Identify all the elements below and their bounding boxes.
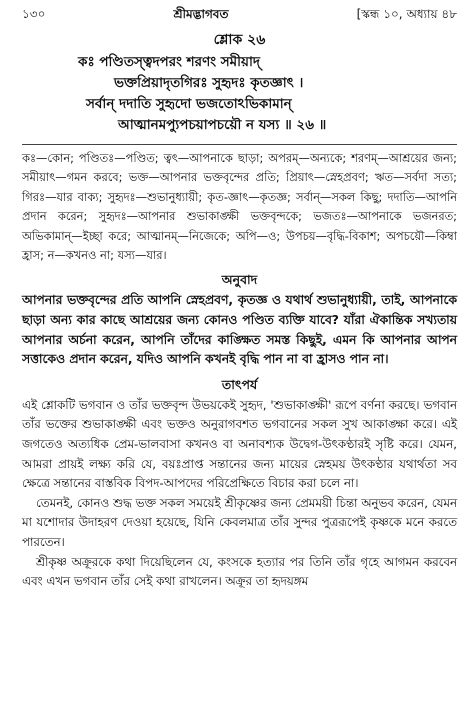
word-synonyms: কঃ—কোন; পণ্ডিতঃ—পণ্ডিত; ত্বৎ—আপনাকে ছাড়া; অপরম্—অন্যকে; শরণম্—আশ্রয়ের জন্য; সমীয়াৎ—গমন করবে; ভক্ত—আপনার ভক্তবৃন্দের প্রতি; প্রিয়াৎ—স্নেহপ্রবণ; ঋত—সর্বদা সত্য; গিরঃ—যার বাক্য; সুহৃদঃ—শুভানুধ্যায়ী; কৃত-জ্ঞাৎ—কৃতজ্ঞ; সর্বান্—সকল কিছু; দদাতি—আপনি প্রদান করেন; সুহৃদঃ—আপনার শুভাকাঙ্ক্ষী ভক্তবৃন্দকে; ভজতঃ—আপনাকে ভজনরত; অভিকামান্—ইচ্ছা করে; আত্মানম্—নিজেকে; অপি—ও; উপচয়—বৃদ্ধি-বিকাশ; অপচয়ৌ—কিম্বা হ্রাস; ন—কখনও না; যস্য—যার। — [22, 151, 457, 263]
verse-title: শ্লোক ২৬ — [213, 32, 266, 48]
verse-line: আত্মানমপ্যুপচয়াপচয়ৌ ন যস্য ॥ ২৬ ॥ — [118, 117, 327, 133]
verse-line: সর্বান্ দদাতি সুহৃদো ভজতোঽভিকামান্ — [86, 96, 292, 112]
translation-heading: অনুবাদ — [221, 272, 258, 288]
translation-text: আপনার ভক্তবৃন্দের প্রতি আপনি স্নেহপ্রবণ, কৃতজ্ঞ ও যথার্থ শুভানুধ্যায়ী, তাই, আপনাকে ছাড়া অন্য কার কাছে আশ্রয়ের জন্য কোনও পণ্ডিত ব্যক্তি যাবে? যাঁরা ঐকান্তিক সখ্যতায় আপনার অর্চনা করেন, আপনি তাঁদের কাঙ্ক্ষিত সমস্ত কিছুই, এমন কি আপনার আপন সত্তাকেও প্রদান করেন, যদিও আপনি কখনই বৃদ্ধি পান না বা হ্রাসও পান না। — [22, 293, 457, 367]
purport-paragraph: এই শ্লোকটি ভগবান ও তাঁর ভক্তবৃন্দ উভয়কেই সুহৃদ, 'শুভাকাঙ্ক্ষী' রূপে বর্ণনা করছে। ভগবান তাঁর ভক্তের শুভাকাঙ্ক্ষী এবং ভক্তও অনুরাগবশত ভগবানের সকল সুখ আকাঙ্ক্ষা করে। এই জগতেও অত্যধিক প্রেম-ভালবাসা কখনও বা অনাবশ্যক উদ্বেগ-উৎকণ্ঠারই সৃষ্টি করে। যেমন, আমরা প্রায়ই লক্ষ্য করি যে, বয়ঃপ্রাপ্ত সন্তানের জন্য মায়ের স্নেহময় উৎকণ্ঠার যথার্থতা সব ক্ষেত্রে সন্তানের বাস্তবিক বিপদ-আপদের পরিপ্রেক্ষিতে বিচার করা চলে না। — [22, 397, 457, 491]
divider — [22, 144, 457, 145]
purport-text — [22, 396, 457, 592]
verse-line: কঃ পণ্ডিতস্ত্বদপরং শরণং সমীয়াদ্ — [78, 54, 260, 70]
running-header — [22, 6, 457, 28]
book-title: শ্রীমদ্ভাগবত — [173, 7, 229, 21]
purport-heading: তাৎপর্য — [221, 376, 258, 392]
purport-paragraph: তেমনই, কোনও শুদ্ধ ভক্ত সকল সময়েই শ্রীকৃষ্ণের জন্য প্রেমময়ী চিন্তা অনুভব করেন, যেমন মা যশোদার উদাহরণ দেওয়া হয়েছে, যিনি কেবলমাত্র তাঁর সুন্দর পুত্ররূপেই কৃষ্ণকে মনে করতে পারতেন। — [22, 495, 457, 549]
sanskrit-verse — [22, 52, 457, 136]
page-number: ১৩০ — [22, 7, 46, 21]
verse-line: ভক্তপ্রিয়াদৃতগিরঃ সুহৃদঃ কৃতজ্ঞাৎ । — [114, 75, 304, 91]
chapter-location: [স্কন্ধ ১০, অধ্যায় ৪৮ — [356, 7, 457, 21]
purport-paragraph: শ্রীকৃষ্ণ অক্রূরকে কথা দিয়েছিলেন যে, কংসকে হত্যার পর তিনি তাঁর গৃহে আগমন করবেন এবং এখন ভগবান তাঁর সেই কথা রাখলেন। অক্রূর তা হৃদয়ঙ্গম — [22, 554, 457, 589]
